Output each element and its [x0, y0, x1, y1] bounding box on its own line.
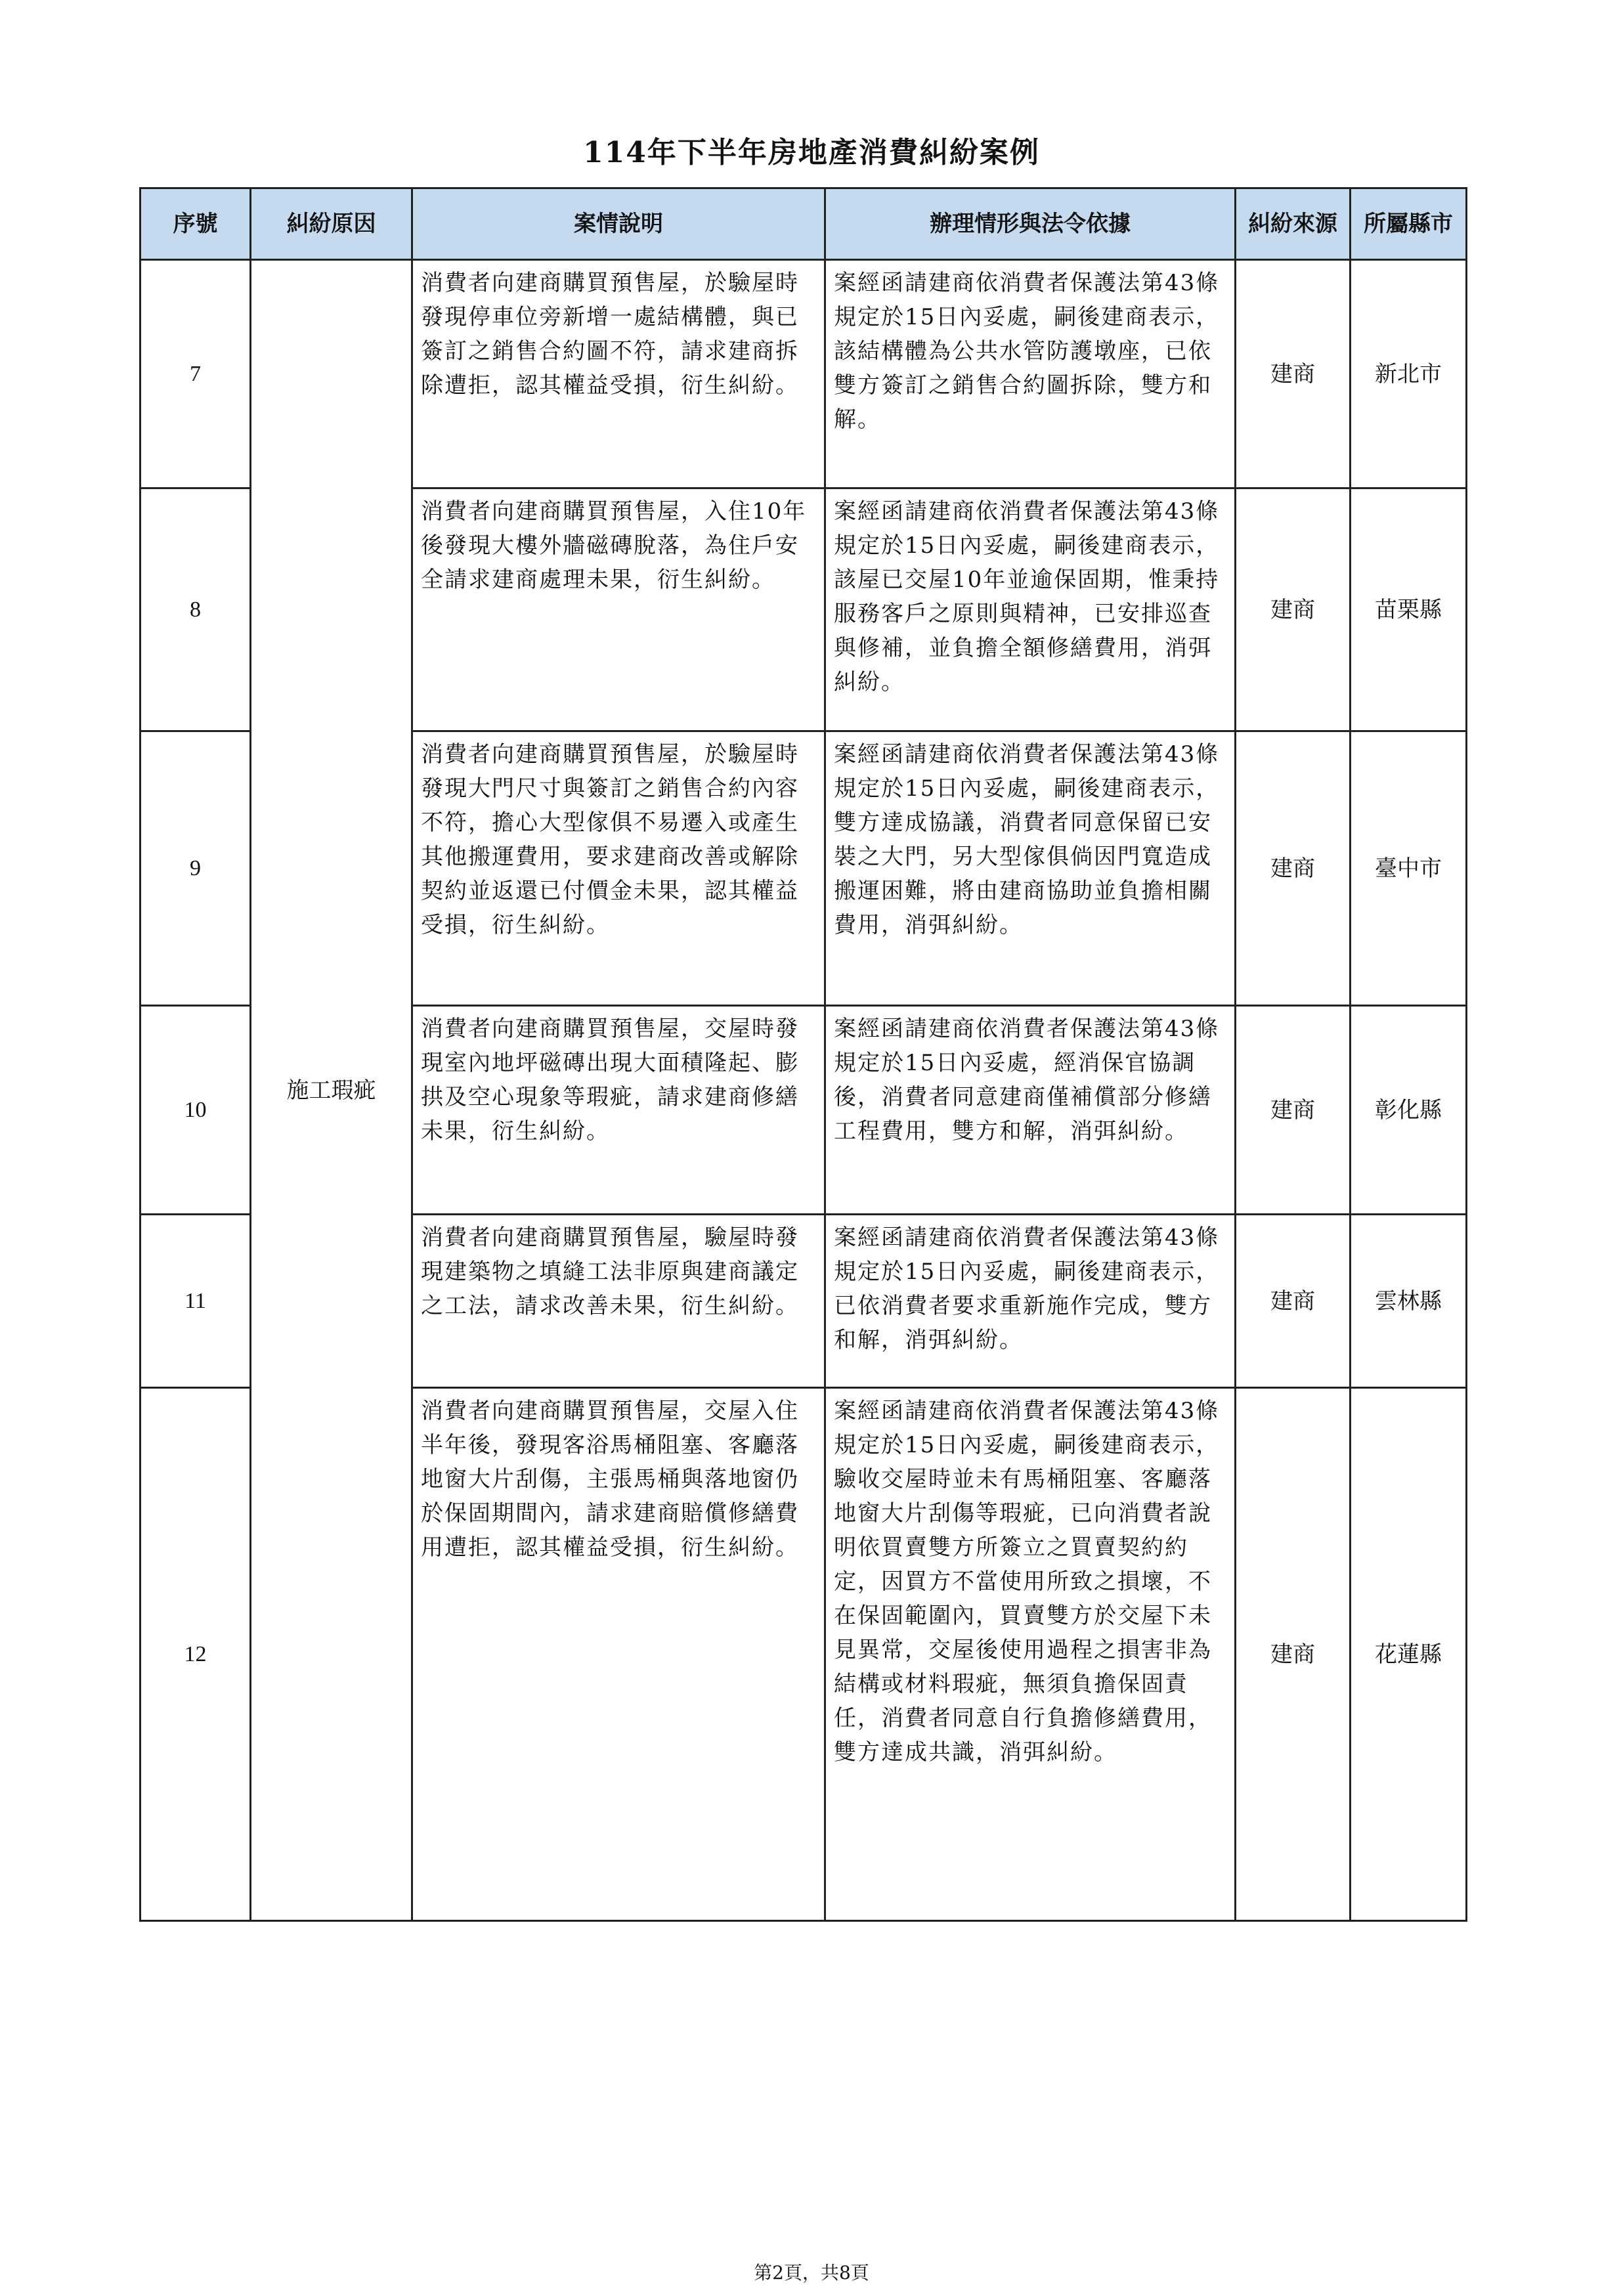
merged-reason-cell: 施工瑕疵 [251, 260, 412, 1921]
case-description: 消費者向建商購買預售屋，入住10年後發現大樓外牆磁磚脫落，為住戶安全請求建商處理未果，衍生糾紛。 [412, 488, 825, 731]
dispute-source: 建商 [1236, 1215, 1351, 1388]
row-seq: 12 [141, 1388, 251, 1921]
county: 苗栗縣 [1351, 488, 1467, 731]
case-description: 消費者向建商購買預售屋，於驗屋時發現停車位旁新增一處結構體，與已簽訂之銷售合約圖不符，請求建商拆除遭拒，認其權益受損，衍生糾紛。 [412, 260, 825, 488]
case-handling: 案經函請建商依消費者保護法第43條規定於15日內妥處，嗣後建商表示，驗收交屋時並未有馬桶阻塞、客廳落地窗大片刮傷等瑕疵，已向消費者說明依買賣雙方所簽立之買賣契約約定，因買方不當使用所致之損壞，不在保固範圍內，買賣雙方於交屋下未見異常，交屋後使用過程之損害非為結構或材料瑕疵，無須負擔保固責任，消費者同意自行負擔修繕費用，雙方達成共識，消弭糾紛。 [825, 1388, 1236, 1921]
row-seq: 9 [141, 731, 251, 1006]
dispute-source: 建商 [1236, 488, 1351, 731]
case-handling: 案經函請建商依消費者保護法第43條規定於15日內妥處，經消保官協調後，消費者同意建商僅補償部分修繕工程費用，雙方和解，消弭糾紛。 [825, 1006, 1236, 1215]
case-description: 消費者向建商購買預售屋，於驗屋時發現大門尺寸與簽訂之銷售合約內容不符，擔心大型傢俱不易遷入或產生其他搬運費用，要求建商改善或解除契約並返還已付價金未果，認其權益受損，衍生糾紛。 [412, 731, 825, 1006]
page-footer: 第2頁，共8頁 [754, 2262, 869, 2284]
dispute-source: 建商 [1236, 260, 1351, 488]
case-description: 消費者向建商購買預售屋，驗屋時發現建築物之填縫工法非原與建商議定之工法，請求改善未果，衍生糾紛。 [412, 1215, 825, 1388]
dispute-source: 建商 [1236, 1388, 1351, 1921]
dispute-source: 建商 [1236, 731, 1351, 1006]
dispute-source: 建商 [1236, 1006, 1351, 1215]
county: 新北市 [1351, 260, 1467, 488]
county: 雲林縣 [1351, 1215, 1467, 1388]
table-row [141, 260, 1467, 488]
header-seq: 序號 [141, 188, 251, 260]
case-handling: 案經函請建商依消費者保護法第43條規定於15日內妥處，嗣後建商表示，已依消費者要求重新施作完成，雙方和解，消弭糾紛。 [825, 1215, 1236, 1388]
page-title: 114年下半年房地產消費糾紛案例 [583, 136, 1040, 169]
row-seq: 8 [141, 488, 251, 731]
row-seq: 7 [141, 260, 251, 488]
case-description: 消費者向建商購買預售屋，交屋入住半年後，發現客浴馬桶阻塞、客廳落地窗大片刮傷，主張馬桶與落地窗仍於保固期間內，請求建商賠償修繕費用遭拒，認其權益受損，衍生糾紛。 [412, 1388, 825, 1921]
case-handling: 案經函請建商依消費者保護法第43條規定於15日內妥處，嗣後建商表示，雙方達成協議，消費者同意保留已安裝之大門，另大型傢俱倘因門寬造成搬運困難，將由建商協助並負擔相關費用，消弭糾紛。 [825, 731, 1236, 1006]
row-seq: 11 [141, 1215, 251, 1388]
header-source: 糾紛來源 [1236, 188, 1351, 260]
row-seq: 10 [141, 1006, 251, 1215]
county: 花蓮縣 [1351, 1388, 1467, 1921]
header-reason: 糾紛原因 [251, 188, 412, 260]
header-county: 所屬縣市 [1351, 188, 1467, 260]
dispute-case-table [139, 187, 1467, 1922]
header-handling: 辦理情形與法令依據 [825, 188, 1236, 260]
header-description: 案情說明 [412, 188, 825, 260]
table-header-row [141, 188, 1467, 260]
case-handling: 案經函請建商依消費者保護法第43條規定於15日內妥處，嗣後建商表示，該屋已交屋10年並逾保固期，惟秉持服務客戶之原則與精神，已安排巡查與修補，並負擔全額修繕費用，消弭糾紛。 [825, 488, 1236, 731]
case-handling: 案經函請建商依消費者保護法第43條規定於15日內妥處，嗣後建商表示，該結構體為公共水管防護墩座，已依雙方簽訂之銷售合約圖拆除，雙方和解。 [825, 260, 1236, 488]
county: 彰化縣 [1351, 1006, 1467, 1215]
county: 臺中市 [1351, 731, 1467, 1006]
case-description: 消費者向建商購買預售屋，交屋時發現室內地坪磁磚出現大面積隆起、膨拱及空心現象等瑕疵，請求建商修繕未果，衍生糾紛。 [412, 1006, 825, 1215]
